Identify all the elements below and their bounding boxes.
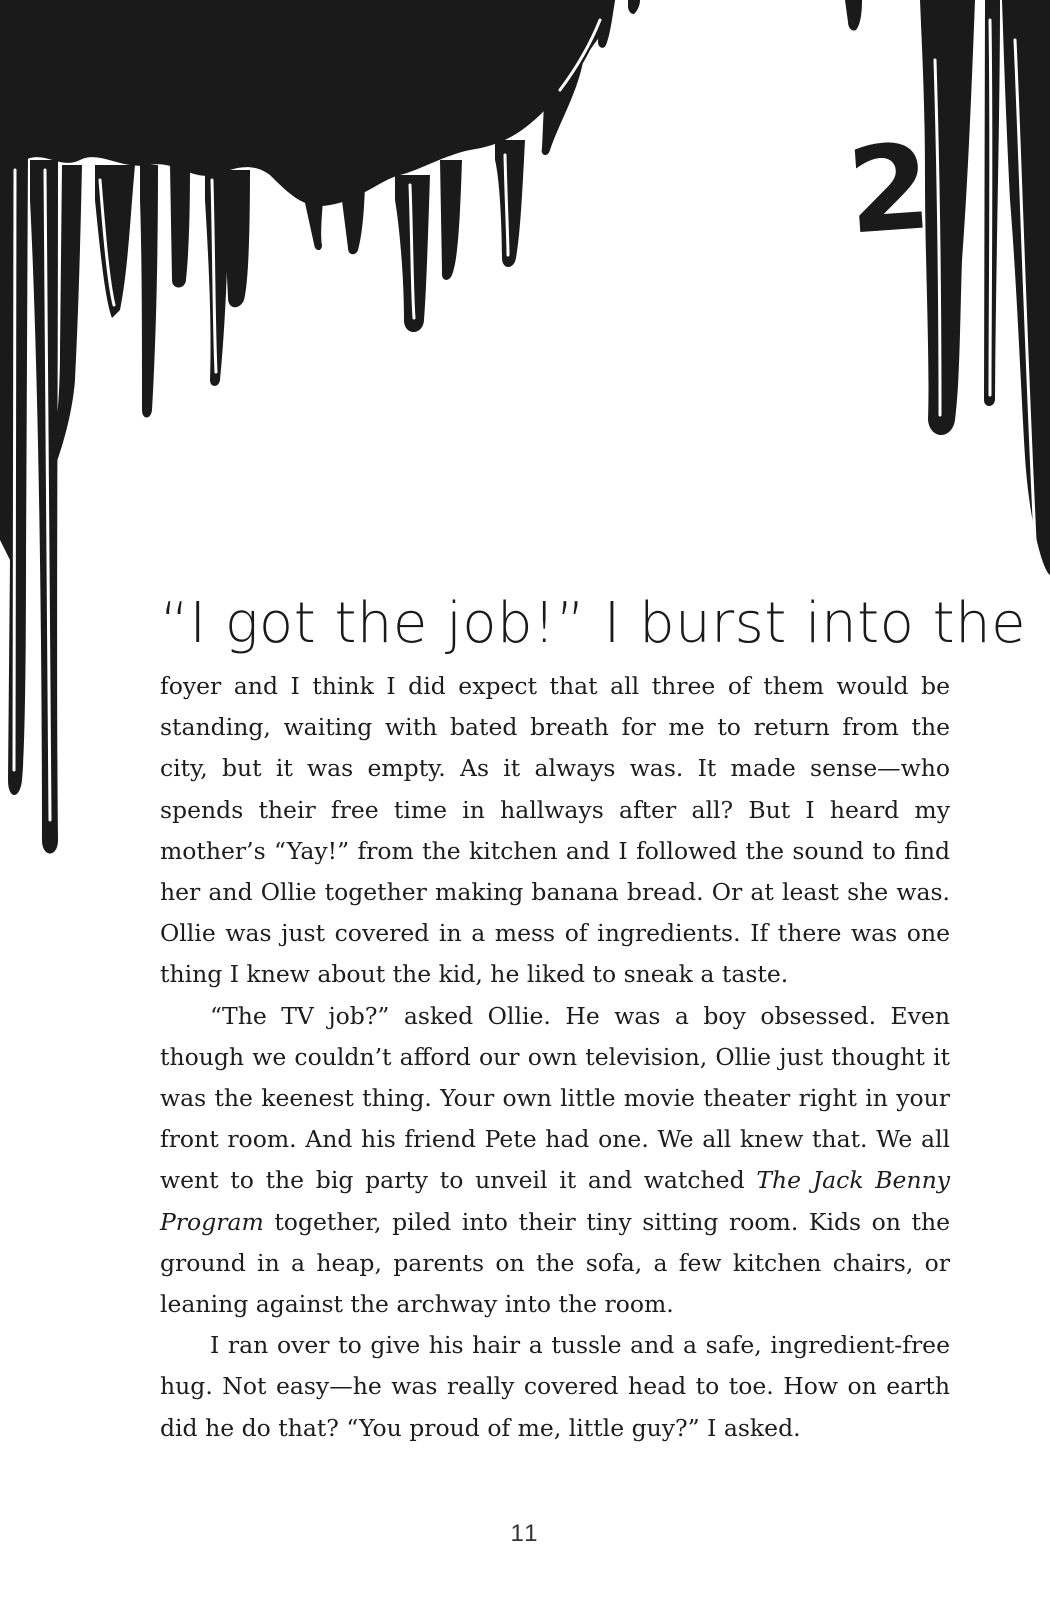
paragraph-1: foyer and I think I did expect that all three of them would be standing, waiting with bated breath for me to return from the city, but it was empty. As it always was. It made sense—who spends their free time in hallways after all? But I heard my mother’s “Yay!” from the kitchen and I followed the sound to find her and Ollie together making banana bread. Or at least she was. Ollie was just covered in a mess of ingredients. If there was one thing I knew about the kid, he liked to sneak a taste.: [160, 672, 950, 989]
paragraph-3: I ran over to give his hair a tussle and a safe, ingredient-free hug. Not easy—he was really covered head to toe. How on earth did he do that? “You proud of me, little guy?” I asked.: [160, 1331, 950, 1442]
chapter-body: [160, 666, 950, 1449]
paragraph-2-text-after: together, piled into their tiny sitting room. Kids on the ground in a heap, parents on the sofa, a few kitchen chairs, or leaning against the archway into the room.: [160, 1207, 950, 1319]
show-title: The Jack Benny Program: [160, 1166, 950, 1236]
chapter-opening-line: “I got the job!” I burst into the: [160, 591, 1027, 656]
paragraph-2: [160, 996, 950, 1326]
page-number: 11: [510, 1520, 540, 1547]
paragraph-2-text-before: “The TV job?” asked Ollie. He was a boy obsessed. Even though we couldn’t afford our own television, Ollie just thought it was the keenest thing. Your own little movie theater right in your front room. And his friend Pete had one. We all knew that. We all went to the big party to unveil it and watched: [160, 1001, 950, 1195]
chapter-number: 2: [843, 117, 931, 261]
